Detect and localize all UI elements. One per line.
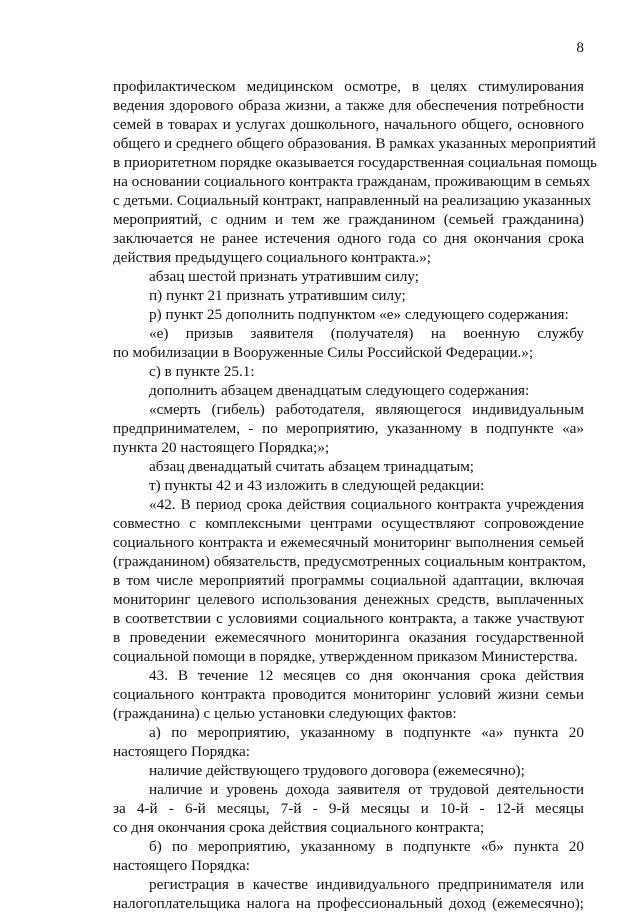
text-line: регистрация в качестве индивидуального предпринимателя или [149, 876, 584, 893]
text-line: с детьми. Социальный контракт, направленный на реализацию указанных [113, 192, 592, 209]
text-line: в том числе мероприятий программы социальной адаптации, включая [113, 572, 584, 589]
text-line: за 4-й - 6-й месяцы, 7-й - 9-й месяцы и 10-й - 12-й месяцы [113, 800, 584, 817]
text-line: профилактическом медицинском осмотре, в целях стимулирования [113, 78, 584, 95]
text-line: социального контракта и ежемесячный мониторинг выполнения семьей [113, 534, 584, 551]
text-line: мероприятий, с одним и тем же гражданином (семьей гражданина) [113, 211, 584, 228]
text-line: в соответствии с условиями социального контракта, а также участвуют [113, 610, 584, 627]
text-line: общего и среднего общего образования. В рамках указанных мероприятий [113, 135, 596, 152]
text-line: совместно с комплексными центрами осуществляют сопровождение [113, 515, 584, 532]
text-line: ведения здорового образа жизни, а также для обеспечения потребности [113, 97, 584, 114]
text-line: р) пункт 25 дополнить подпунктом «е» следующего содержания: [149, 306, 569, 323]
text-line: действия предыдущего социального контракта.»; [113, 249, 432, 266]
text-line: настоящего Порядка: [113, 743, 250, 760]
text-line: а) по мероприятию, указанному в подпункте «а» пункта 20 [149, 724, 584, 741]
text-line: пункта 20 настоящего Порядка;»; [113, 439, 330, 456]
text-line: со дня окончания срока действия социального контракта; [113, 819, 485, 836]
text-line: «е) призыв заявителя (получателя) на военную службу [149, 325, 584, 342]
text-line: т) пункты 42 и 43 изложить в следующей редакции: [149, 477, 485, 494]
document-body [113, 77, 597, 913]
text-line: на основании социального контракта гражданам, проживающим в семьях [113, 173, 591, 190]
text-line: абзац шестой признать утратившим силу; [149, 268, 419, 285]
text-line: заключается не ранее истечения одного года со дня окончания срока [113, 230, 584, 247]
text-line: п) пункт 21 признать утратившим силу; [149, 287, 406, 304]
page-number: 8 [576, 39, 584, 56]
text-line: с) в пункте 25.1: [149, 363, 255, 380]
text-line: предпринимателем, - по мероприятию, указанному в подпункте «а» [113, 420, 584, 437]
text-line: социальной помощи в порядке, утвержденном приказом Министерства. [113, 648, 578, 665]
text-line: по мобилизации в Вооруженные Силы Российской Федерации.»; [113, 344, 534, 361]
text-line: налогоплательщика налога на профессиональный доход (ежемесячно); [113, 895, 584, 912]
text-line: настоящего Порядка: [113, 857, 250, 874]
text-line: (гражданина) с целью установки следующих фактов: [113, 705, 457, 722]
text-line: (гражданином) обязательств, предусмотренных социальным контрактом, [113, 553, 586, 570]
text-line: наличие действующего трудового договора (ежемесячно); [149, 762, 525, 779]
text-line: б) по мероприятию, указанному в подпункте «б» пункта 20 [149, 838, 584, 855]
text-line: дополнить абзацем двенадцатым следующего содержания: [149, 382, 530, 399]
text-line: «смерть (гибель) работодателя, являющегося индивидуальным [149, 401, 584, 418]
text-line: мониторинг целевого использования денежных средств, выплаченных [113, 591, 584, 608]
text-line: социального контракта проводится мониторинг условий жизни семьи [113, 686, 584, 703]
text-line: 43. В течение 12 месяцев со дня окончания срока действия [149, 667, 584, 684]
text-line: в приоритетном порядке оказывается государственная социальная помощь [113, 154, 597, 171]
text-line: в проведении ежемесячного мониторинга оказания государственной [113, 629, 584, 646]
text-line: семей в товарах и услугах дошкольного, начального общего, основного [113, 116, 584, 133]
text-line: наличие и уровень дохода заявителя от трудовой деятельности [149, 781, 584, 798]
text-line: абзац двенадцатый считать абзацем тринадцатым; [149, 458, 475, 475]
text-line: «42. В период срока действия социального контракта учреждения [149, 496, 584, 513]
